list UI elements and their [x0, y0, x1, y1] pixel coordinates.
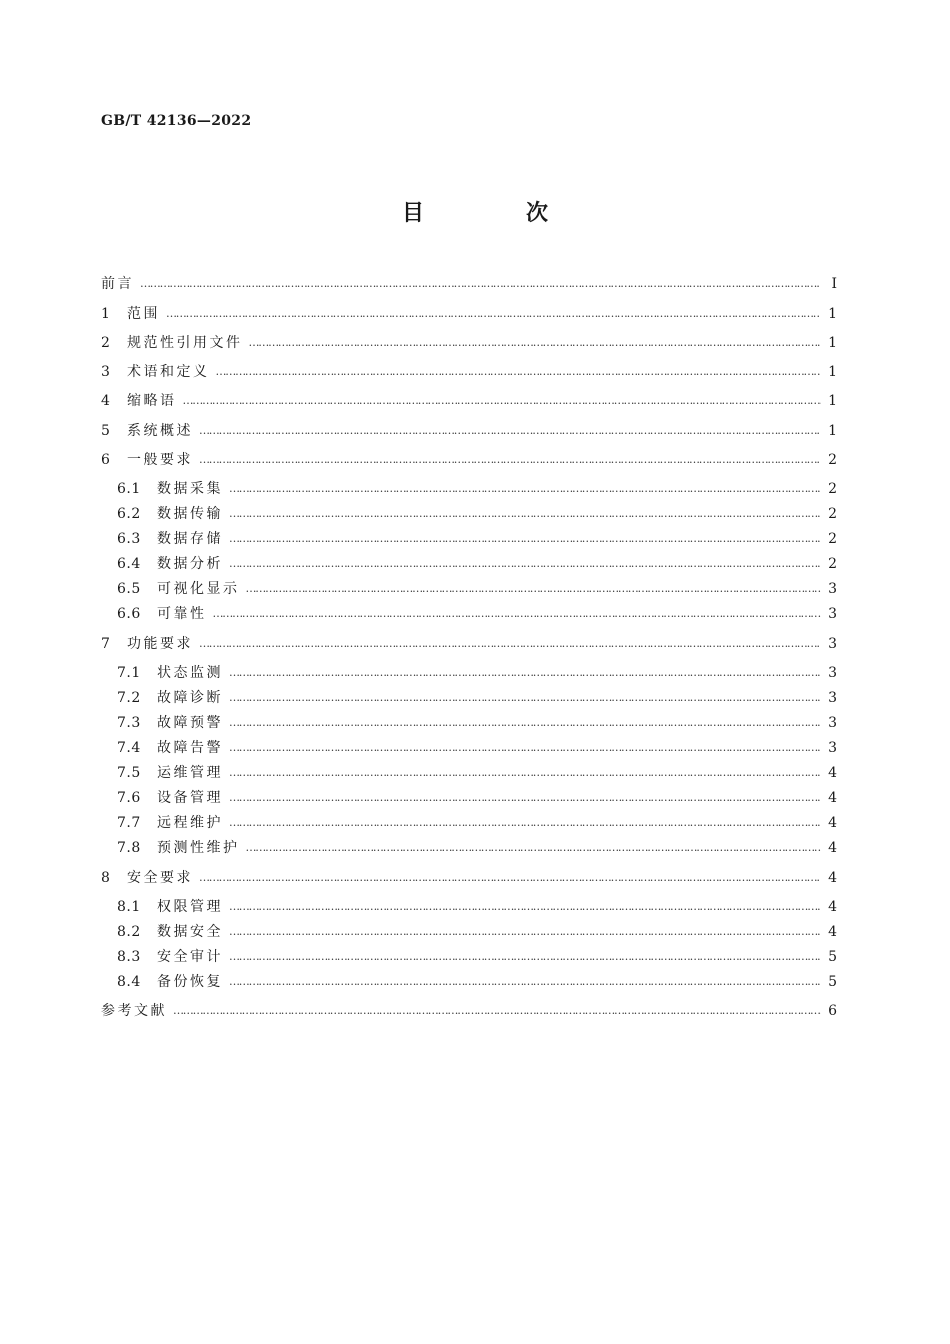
toc-entry-number: 6.2	[117, 506, 141, 522]
toc-entry-page: 3	[828, 715, 837, 731]
toc-entry-page: 3	[828, 740, 837, 756]
toc-entry[interactable]	[117, 946, 837, 968]
toc-leader-dots	[229, 553, 821, 575]
toc-entry-label: 数据传输	[157, 506, 223, 522]
toc-entry-number: 8	[101, 870, 111, 886]
toc-entry-number: 8.3	[117, 949, 141, 965]
toc-entry-page: 3	[828, 581, 837, 597]
toc-entry-label: 权限管理	[157, 899, 223, 915]
toc-entry-page: 4	[828, 840, 837, 856]
toc-leader-dots	[229, 662, 821, 684]
toc-entry-number: 6.1	[117, 481, 141, 497]
toc-leader-dots	[249, 332, 822, 354]
toc-leader-dots	[216, 361, 822, 383]
toc-leader-dots	[199, 420, 821, 442]
toc-leader-dots	[246, 578, 822, 600]
toc-entry-label: 参考文献	[101, 1003, 167, 1019]
toc-leader-dots	[183, 390, 822, 412]
toc-entry-label: 安全要求	[127, 870, 193, 886]
toc-entry-number: 6.4	[117, 556, 141, 572]
toc-leader-dots	[229, 946, 821, 968]
toc-entry-label: 故障告警	[157, 740, 223, 756]
toc-leader-dots	[229, 478, 821, 500]
toc-entry[interactable]	[117, 812, 837, 834]
toc-entry-label: 备份恢复	[157, 974, 223, 990]
toc-entry[interactable]	[101, 1000, 837, 1022]
toc-entry-number: 8.1	[117, 899, 141, 915]
toc-entry-page: 1	[828, 335, 837, 351]
toc-entry-label: 运维管理	[157, 765, 223, 781]
toc-entry-page: 4	[828, 924, 837, 940]
toc-entry-number: 8.4	[117, 974, 141, 990]
toc-entry-page: 3	[828, 690, 837, 706]
toc-entry-label: 预测性维护	[157, 840, 240, 856]
toc-entry[interactable]	[117, 603, 837, 625]
toc-leader-dots	[229, 737, 821, 759]
toc-entry-page: 4	[828, 790, 837, 806]
toc-entry-number: 7.3	[117, 715, 141, 731]
toc-leader-dots	[229, 812, 821, 834]
toc-entry-label: 规范性引用文件	[127, 335, 243, 351]
toc-entry[interactable]	[101, 303, 837, 325]
toc-entry-label: 数据分析	[157, 556, 223, 572]
toc-entry-number: 7.1	[117, 665, 141, 681]
toc-entry-page: 2	[828, 531, 837, 547]
toc-entry-number: 4	[101, 393, 111, 409]
toc-entry-page: 2	[828, 556, 837, 572]
toc-entry-page: 3	[828, 665, 837, 681]
toc-entry[interactable]	[117, 737, 837, 759]
toc-entry-label: 范围	[127, 306, 160, 322]
toc-entry-page: Ⅰ	[831, 276, 837, 292]
toc-entry-label: 一般要求	[127, 452, 193, 468]
toc-leader-dots	[229, 787, 821, 809]
toc-entry-page: 2	[828, 452, 837, 468]
toc-leader-dots	[166, 303, 821, 325]
toc-entry[interactable]	[117, 553, 837, 575]
toc-entry-label: 数据安全	[157, 924, 223, 940]
toc-entry-label: 可靠性	[157, 606, 207, 622]
toc-entry-page: 2	[828, 481, 837, 497]
toc-entry-label: 设备管理	[157, 790, 223, 806]
toc-entry-number: 5	[101, 423, 111, 439]
toc-entry-number: 8.2	[117, 924, 141, 940]
toc-leader-dots	[229, 687, 821, 709]
toc-entry[interactable]	[117, 921, 837, 943]
toc-entry-label: 数据存储	[157, 531, 223, 547]
toc-entry-page: 5	[828, 974, 837, 990]
toc-entry[interactable]	[117, 896, 837, 918]
toc-entry-label: 术语和定义	[127, 364, 210, 380]
toc-entry[interactable]	[101, 633, 837, 655]
toc-entry[interactable]	[117, 971, 837, 993]
toc-entry[interactable]	[117, 762, 837, 784]
toc-entry-number: 7.7	[117, 815, 141, 831]
toc-entry-number: 7.8	[117, 840, 141, 856]
toc-entry-page: 1	[828, 423, 837, 439]
toc-entry[interactable]	[117, 478, 837, 500]
toc-entry-page: 4	[828, 815, 837, 831]
toc-entry-label: 故障诊断	[157, 690, 223, 706]
toc-entry[interactable]	[117, 787, 837, 809]
toc-entry[interactable]	[101, 449, 837, 471]
toc-entry-page: 1	[828, 393, 837, 409]
toc-entry[interactable]	[117, 687, 837, 709]
toc-entry-label: 故障预警	[157, 715, 223, 731]
toc-entry-number: 7.4	[117, 740, 141, 756]
toc-entry[interactable]	[101, 390, 837, 412]
toc-entry-page: 2	[828, 506, 837, 522]
toc-leader-dots	[229, 503, 821, 525]
toc-entry-label: 可视化显示	[157, 581, 240, 597]
toc-entry-page: 4	[828, 899, 837, 915]
toc-entry-page: 1	[828, 364, 837, 380]
toc-entry-number: 6.3	[117, 531, 141, 547]
toc-leader-dots	[199, 867, 821, 889]
toc-entry-label: 安全审计	[157, 949, 223, 965]
toc-entry[interactable]	[117, 503, 837, 525]
toc-leader-dots	[140, 273, 821, 295]
toc-entry-page: 4	[828, 765, 837, 781]
toc-leader-dots	[229, 762, 821, 784]
toc-entry-number: 7.5	[117, 765, 141, 781]
toc-entry[interactable]	[101, 361, 837, 383]
toc-entry[interactable]	[117, 578, 837, 600]
toc-leader-dots	[173, 1000, 821, 1022]
toc-entry[interactable]	[117, 837, 837, 859]
toc-entry-number: 3	[101, 364, 111, 380]
toc-entry-number: 7.6	[117, 790, 141, 806]
toc-leader-dots	[213, 603, 822, 625]
toc-entry-page: 3	[828, 636, 837, 652]
toc-leader-dots	[229, 896, 821, 918]
toc-entry-label: 数据采集	[157, 481, 223, 497]
toc-entry-number: 6.5	[117, 581, 141, 597]
toc-entry-label: 前言	[101, 276, 134, 292]
toc-entry-number: 7.2	[117, 690, 141, 706]
toc-entry-number: 6	[101, 452, 111, 468]
toc-leader-dots	[199, 449, 821, 471]
toc-leader-dots	[229, 528, 821, 550]
toc-leader-dots	[229, 971, 821, 993]
toc-entry[interactable]	[117, 712, 837, 734]
toc-entry[interactable]	[101, 867, 837, 889]
toc-entry-page: 4	[828, 870, 837, 886]
toc-leader-dots	[229, 921, 821, 943]
toc-entry-number: 1	[101, 306, 111, 322]
toc-entry-label: 状态监测	[157, 665, 223, 681]
toc-entry[interactable]	[101, 420, 837, 442]
toc-leader-dots	[229, 712, 821, 734]
toc-entry[interactable]	[101, 273, 837, 295]
toc-entry[interactable]	[117, 528, 837, 550]
toc-entry-label: 远程维护	[157, 815, 223, 831]
toc-leader-dots	[246, 837, 822, 859]
toc-entry-label: 功能要求	[127, 636, 193, 652]
toc-entry-page: 1	[828, 306, 837, 322]
toc-entry-number: 6.6	[117, 606, 141, 622]
toc-entry-label: 缩略语	[127, 393, 177, 409]
toc-entry-number: 7	[101, 636, 111, 652]
toc-leader-dots	[199, 633, 821, 655]
standard-code: GB/T 42136—2022	[101, 113, 252, 129]
toc-entry[interactable]	[117, 662, 837, 684]
toc-entry-page: 5	[828, 949, 837, 965]
toc-entry-number: 2	[101, 335, 111, 351]
toc-entry-page: 3	[828, 606, 837, 622]
toc-entry-page: 6	[828, 1003, 837, 1019]
toc-entry-label: 系统概述	[127, 423, 193, 439]
toc-entry[interactable]	[101, 332, 837, 354]
toc-title: 目 次	[401, 201, 588, 226]
